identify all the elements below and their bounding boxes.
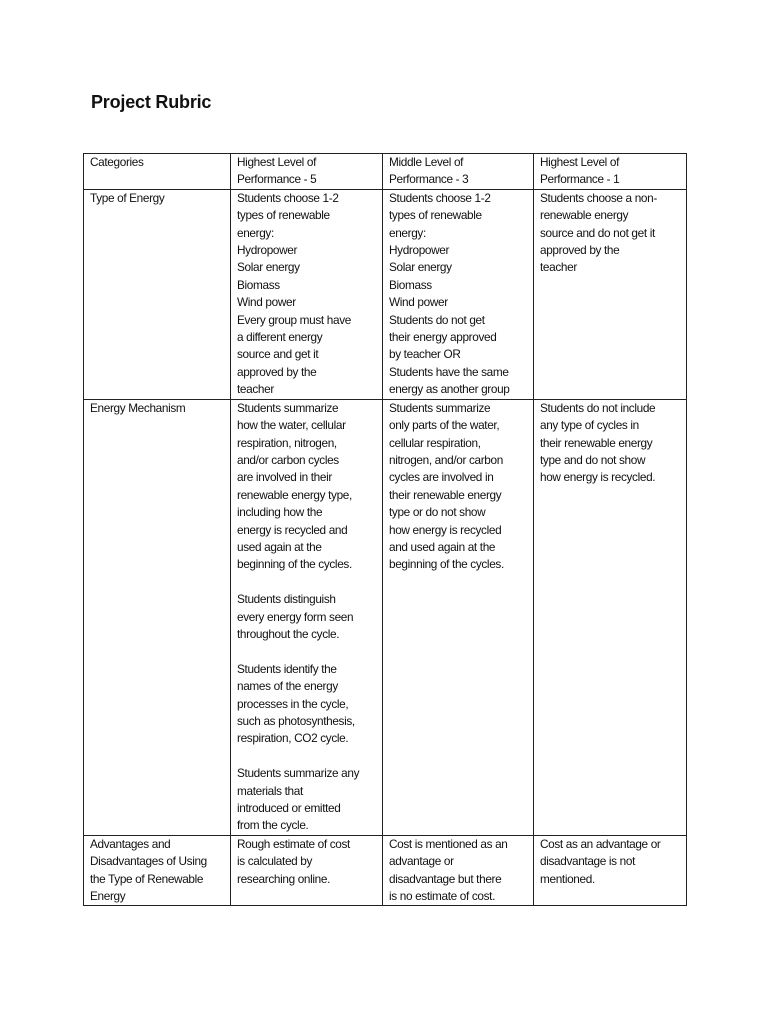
cell-text-line: Disadvantages of Using — [90, 854, 207, 869]
cell-text-line: Highest Level of — [237, 155, 316, 169]
paragraph-gap — [237, 574, 378, 591]
cell-text-line: Students distinguish — [237, 592, 336, 607]
cell-text-line: is calculated by — [237, 854, 313, 869]
cell-text-line: from the cycle. — [237, 818, 309, 833]
cell-text-line: type and do not show — [540, 452, 646, 467]
cell-text-line: beginning of the cycles. — [389, 557, 504, 572]
cell-text-line: Students summarize any — [237, 766, 360, 781]
cell-text-line: mentioned. — [540, 871, 595, 886]
cell-text-line: source and get it — [237, 347, 319, 362]
table-row — [84, 189, 687, 399]
cell-text-line: including how the — [237, 505, 323, 520]
criteria-cell-level-1 — [534, 189, 687, 399]
cell-text-line: advantage or — [389, 854, 454, 869]
cell-text-line: disadvantage is not — [540, 854, 636, 869]
cell-text-line: Solar energy — [237, 260, 300, 275]
cell-text-line: Rough estimate of cost — [237, 836, 350, 851]
cell-text-line: Solar energy — [389, 260, 452, 275]
cell-text-line: types of renewable — [389, 208, 482, 223]
cell-text-line: Cost as an advantage or — [540, 836, 661, 851]
header-cell-level-3 — [383, 154, 534, 190]
cell-text-line: such as photosynthesis, — [237, 713, 355, 728]
cell-text-line: their energy approved — [389, 330, 497, 345]
cell-text-line: Students do not include — [540, 400, 656, 415]
criteria-cell-level-3 — [383, 399, 534, 835]
cell-text-line: teacher — [540, 260, 577, 275]
cell-text-line: any type of cycles in — [540, 418, 639, 433]
cell-text-line: Wind power — [389, 295, 448, 310]
criteria-cell-level-5 — [231, 399, 383, 835]
cell-text-line: Every group must have — [237, 312, 351, 327]
cell-text-line: Energy Mechanism — [90, 400, 186, 415]
cell-text-line: type or do not show — [389, 505, 486, 520]
cell-text-line: Students summarize — [237, 400, 339, 415]
criteria-cell-level-3 — [383, 835, 534, 906]
category-cell — [84, 189, 231, 399]
cell-text-line: their renewable energy — [540, 435, 653, 450]
criteria-cell-level-5 — [231, 835, 383, 906]
cell-text-line: Hydropower — [237, 243, 298, 258]
cell-text-line: Biomass — [389, 277, 432, 292]
cell-text-line: Performance - 3 — [389, 172, 469, 187]
cell-text-line: Hydropower — [389, 243, 450, 258]
cell-text-line: Type of Energy — [90, 190, 165, 205]
cell-text-line: throughout the cycle. — [237, 626, 340, 641]
criteria-cell-level-3 — [383, 189, 534, 399]
cell-text-line: energy: — [389, 225, 426, 240]
cell-text-line: energy as another group — [389, 382, 510, 397]
header-row — [84, 154, 687, 190]
cell-text-line: Biomass — [237, 277, 280, 292]
cell-text-line: Advantages and — [90, 836, 171, 851]
cell-text-line: cycles are involved in — [389, 470, 494, 485]
cell-text-line: Students summarize — [389, 400, 491, 415]
cell-text-line: introduced or emitted — [237, 800, 341, 815]
cell-text-line: beginning of the cycles. — [237, 557, 352, 572]
cell-text-line: approved by the — [540, 243, 620, 258]
criteria-cell-level-1 — [534, 399, 687, 835]
cell-text-line: how the water, cellular — [237, 418, 346, 433]
cell-text-line: Performance - 5 — [237, 172, 317, 187]
criteria-cell-level-1 — [534, 835, 687, 906]
cell-text-line: and used again at the — [389, 539, 496, 554]
cell-text-line: energy: — [237, 225, 274, 240]
cell-text-line: Performance - 1 — [540, 172, 620, 187]
cell-text-line: by teacher OR — [389, 347, 461, 362]
cell-text-line: Categories — [90, 155, 144, 169]
cell-text-line: renewable energy — [540, 208, 629, 223]
cell-text-line: their renewable energy — [389, 487, 502, 502]
cell-text-line: nitrogen, and/or carbon — [389, 452, 503, 467]
cell-text-line: disadvantage but there — [389, 871, 502, 886]
cell-text-line: respiration, nitrogen, — [237, 435, 337, 450]
cell-text-line: Students choose 1-2 — [389, 190, 491, 205]
cell-text-line: Energy — [90, 889, 126, 904]
cell-text-line: respiration, CO2 cycle. — [237, 731, 349, 746]
cell-text-line: a different energy — [237, 330, 323, 345]
cell-text-line: Students have the same — [389, 364, 509, 379]
cell-text-line: how energy is recycled — [389, 522, 502, 537]
cell-text-line: approved by the — [237, 364, 317, 379]
cell-text-line: is no estimate of cost. — [389, 889, 496, 904]
rubric-table — [83, 153, 687, 906]
cell-text-line: Students identify the — [237, 661, 337, 676]
cell-text-line: Students choose a non- — [540, 190, 657, 205]
cell-text-line: every energy form seen — [237, 609, 354, 624]
cell-text-line: processes in the cycle, — [237, 696, 349, 711]
cell-text-line: and/or carbon cycles — [237, 452, 339, 467]
header-cell-level-1 — [534, 154, 687, 190]
cell-text-line: how energy is recycled. — [540, 470, 656, 485]
cell-text-line: names of the energy — [237, 679, 338, 694]
cell-text-line: energy is recycled and — [237, 522, 348, 537]
category-cell — [84, 399, 231, 835]
cell-text-line: Cost is mentioned as an — [389, 836, 508, 851]
cell-text-line: Middle Level of — [389, 155, 464, 169]
cell-text-line: are involved in their — [237, 470, 332, 485]
paragraph-gap — [237, 748, 378, 765]
table-row — [84, 835, 687, 906]
cell-text-line: the Type of Renewable — [90, 871, 204, 886]
category-cell — [84, 835, 231, 906]
page-title: Project Rubric — [91, 92, 212, 112]
cell-text-line: Highest Level of — [540, 155, 619, 169]
cell-text-line: teacher — [237, 382, 274, 397]
cell-text-line: only parts of the water, — [389, 418, 500, 433]
table-row — [84, 399, 687, 835]
cell-text-line: types of renewable — [237, 208, 330, 223]
cell-text-line: researching online. — [237, 871, 331, 886]
cell-text-line: Wind power — [237, 295, 296, 310]
header-cell-level-5 — [231, 154, 383, 190]
cell-text-line: Students do not get — [389, 312, 485, 327]
cell-text-line: cellular respiration, — [389, 435, 481, 450]
criteria-cell-level-5 — [231, 189, 383, 399]
cell-text-line: materials that — [237, 783, 303, 798]
paragraph-gap — [237, 643, 378, 660]
cell-text-line: renewable energy type, — [237, 487, 352, 502]
cell-text-line: Students choose 1-2 — [237, 190, 339, 205]
cell-text-line: source and do not get it — [540, 225, 655, 240]
cell-text-line: used again at the — [237, 539, 322, 554]
header-cell-category — [84, 154, 231, 190]
